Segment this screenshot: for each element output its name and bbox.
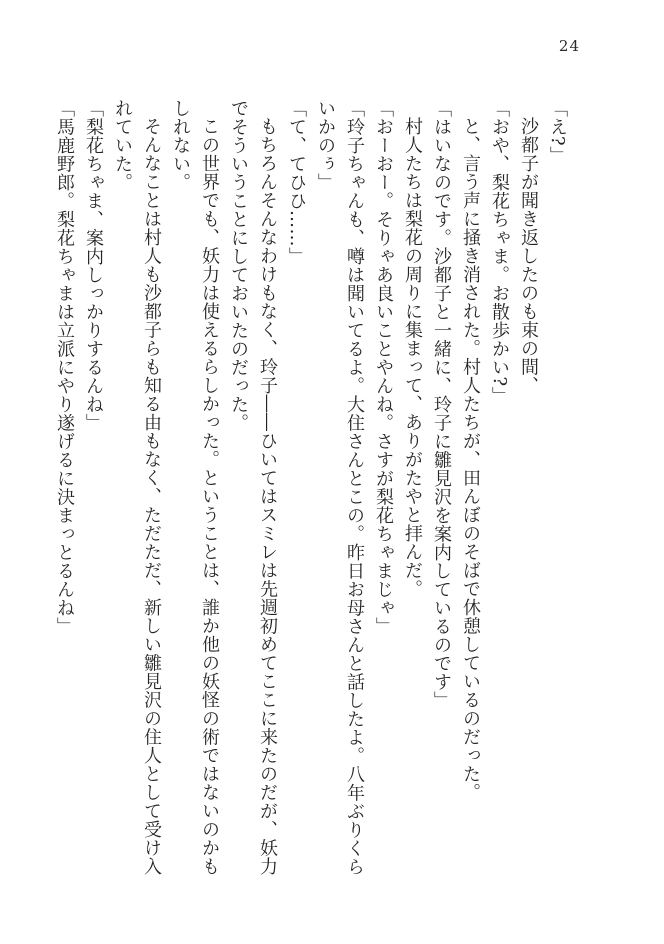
text-line: 「おや、梨花ちゃま。お散歩かい?」 (489, 99, 510, 406)
text-line: もちろんそんなわけもなく、玲子――ひいてはスミレは先週初めてここに来たのだが、妖力 (257, 117, 278, 876)
text-line: 「おーおー。そりゃあ良いことやんね。さすが梨花ちゃまじゃ」 (373, 99, 394, 636)
text-line: 「え?」 (547, 99, 568, 165)
text-line: 「はいなのです。沙都子と一緒に、玲子に雛見沢を案内しているのです」 (431, 99, 452, 710)
text-line: 「玲子ちゃんも、噂は聞いてるよ。大住さんとこの。昨日お母さんと話したよ。八年ぶりくら (344, 99, 365, 876)
text-line: 村人たちは梨花の周りに集まって、ありがたやと拝んだ。 (402, 117, 423, 598)
text-line: 「て、てひひ……」 (286, 99, 307, 266)
text-line: 「梨花ちゃま、案内しっかりするんね」 (83, 99, 104, 432)
text-line: しれない。 (170, 99, 191, 192)
text-line: と、言う声に掻き消された。村人たちが、田んぼのそばで休憩しているのだった。 (460, 117, 481, 802)
text-line: この世界でも、妖力は使えるらしかった。ということは、誰か他の妖怪の術ではないのかも (199, 117, 220, 876)
text-line: でそういうことにしておいたのだった。 (228, 99, 249, 432)
text-line: 「馬鹿野郎。梨花ちゃまは立派にやり遂げるに決まっとるんね」 (54, 99, 75, 636)
page-text (50, 99, 572, 879)
text-line: れていた。 (112, 99, 133, 192)
page-number: 24 (558, 37, 580, 55)
text-line: 沙都子が聞き返したのも束の間、 (518, 117, 539, 395)
text-line: そんなことは村人も沙都子らも知る由もなく、ただただ、新しい雛見沢の住人として受け入 (141, 117, 162, 876)
text-line: いかのぅ」 (315, 99, 336, 192)
